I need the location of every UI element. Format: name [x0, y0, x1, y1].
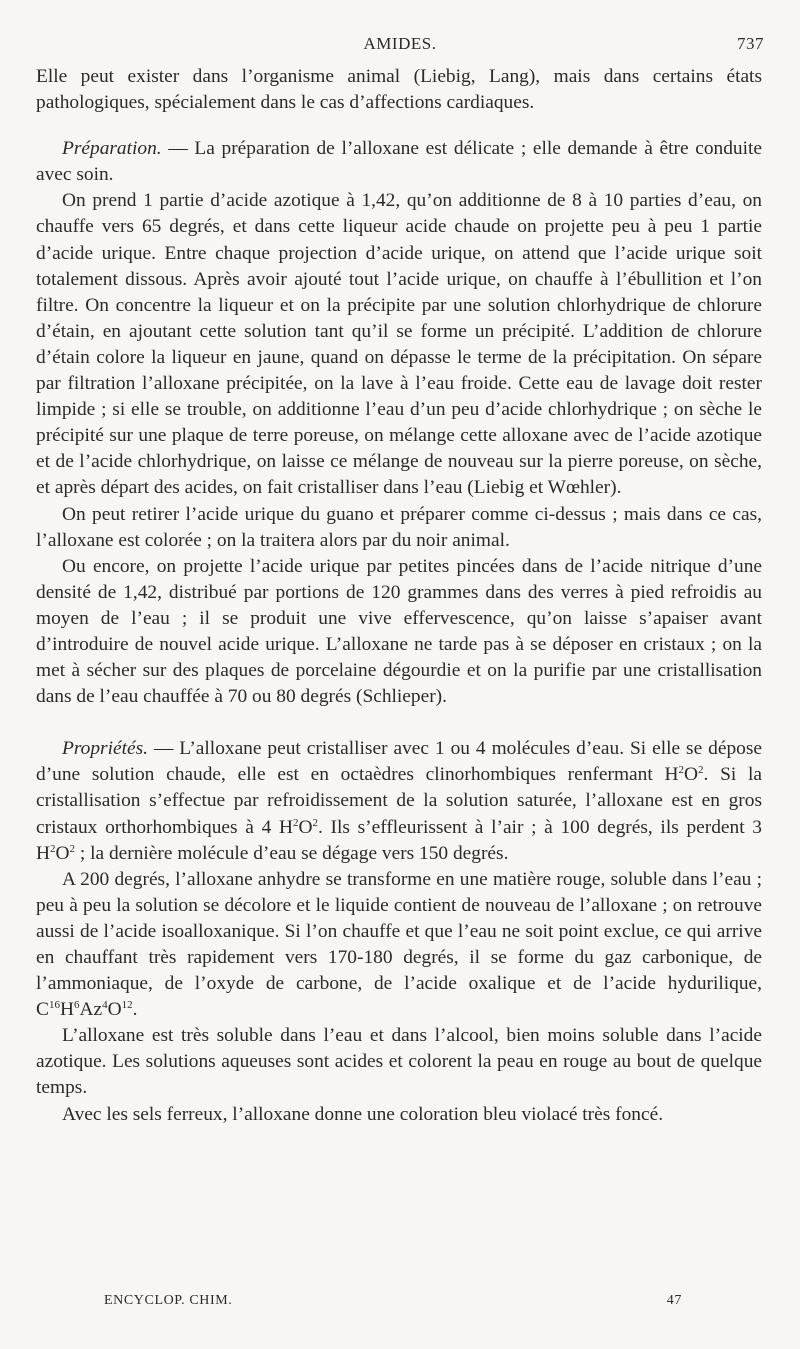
formula-superscript: 2	[698, 764, 704, 777]
running-header	[36, 34, 764, 56]
heating-text: .	[132, 999, 138, 1021]
paragraph-guano: On peut retirer l’acide urique du guano et préparer comme ci-dessus ; mais dans ce cas, l’alloxane est colorée ; on la traitera alors par du noir animal.	[36, 503, 762, 551]
paragraph-ferrous-salts: Avec les sels ferreux, l’alloxane donne une coloration bleu violacé très foncé.	[62, 1103, 664, 1125]
properties-text: . Si la cristallisation s’effectue par refroidissement de la solution saturée, l’alloxane est en gros cristaux orthorhombiques à 4 H	[36, 764, 762, 838]
signature-mark: ENCYCLOP. CHIM.	[104, 1293, 233, 1308]
formula-superscript: 16	[48, 999, 60, 1012]
heating-text: H	[59, 999, 74, 1021]
paragraph-nitric-method: Ou encore, on projette l’acide urique par petites pincées dans de l’acide nitrique d’une densité de 1,42, distribué par portions de 120 grammes dans des verres à pied refroidis au moyen de l’eau ; il se produit une vive effervescence, qu’on laisse s’apaiser avant d’introduire de nouvel acide urique. L’alloxane ne tarde pas à se déposer en cristaux ; on la met à sécher sur des plaques de porcelaine dégourdie et on la purifie par une cristallisation dans de l’eau chauffée à 70 ou 80 degrés (Schlieper).	[36, 555, 762, 708]
properties-text: — L’alloxane peut cristalliser avec 1 ou 4 molécules d’eau. Si elle se dépose d’une solution chaude, elle est en octaèdres clinorhombiques renfermant H	[36, 738, 762, 786]
formula-superscript: 2	[50, 842, 56, 855]
section-label-properties: Propriétés.	[62, 738, 148, 760]
formula-superscript: 4	[102, 999, 108, 1012]
properties-text: ; la dernière molécule d’eau se dégage vers 150 degrés.	[75, 842, 509, 864]
paragraph-preparation-method: On prend 1 partie d’acide azotique à 1,42, qu’on additionne de 8 à 10 parties d’eau, on chauffe vers 65 degrés, et dans cette liqueur acide chaude on projette peu à peu 1 partie d’acide urique. Entre chaque projection d’acide urique, on attend que l’acide urique soit totalement dissous. Après avoir ajouté tout l’acide urique, on chauffe à l’ébullition et l’on filtre. On concentre la liqueur et on la précipite par une solution chlorhydrique de chlorure d’étain, en ajoutant cette solution tant qu’il se forme un précipité. L’addition de chlorure d’étain colore la liqueur en jaune, quand on dépasse le terme de la précipitation. On sépare par filtration l’alloxane précipitée, on la lave à l’eau froide. Cette eau de lavage doit rester limpide ; si elle se trouble, on additionne l’eau d’un peu d’acide chlorhydrique ; on sèche le précipité sur une plaque de terre poreuse, on mélange cette alloxane avec de l’acide azotique et de l’acide chlorhydrique, on laisse ce mélange de nouveau sur la pierre poreuse, on sèche, et après départ des acides, on fait cristalliser dans l’eau (Liebig et Wœhler).	[36, 190, 762, 499]
properties-text: O	[55, 842, 70, 864]
paragraph-solubility: L’alloxane est très soluble dans l’eau et dans l’alcool, bien moins soluble dans l’acide azotique. Les solutions aqueuses sont acides et colorent la peau en rouge au bout de quelque temps.	[36, 1025, 762, 1099]
heating-text: O	[107, 999, 122, 1021]
heating-text: A 200 degrés, l’alloxane anhydre se transforme en une matière rouge, soluble dans l’eau ; peu à peu la solution se décolore et le liquide contient de nouveau de l’alloxane ; on retrouve aussi de l’acide isoalloxanique. Si l’on chauffe et que l’eau ne soit point exclue, ce qui arrive en chauffant très rapidement vers 170-180 degrés, il se forme du gaz carbonique, de l’ammoniaque, de l’oxyde de carbone, de l’acide oxalique et de l’acide hydurilique, C	[36, 868, 762, 1021]
running-title: AMIDES.	[363, 34, 437, 53]
paragraph-preparation-intro	[36, 136, 762, 188]
page-body	[36, 64, 762, 1128]
formula-superscript: 2	[292, 816, 299, 829]
properties-text: O	[298, 816, 313, 838]
formula-superscript: 12	[121, 999, 133, 1012]
paragraph-occurrence: Elle peut exister dans l’organisme animal (Liebig, Lang), mais dans certains états pathologiques, spécialement dans le cas d’affections cardiaques.	[36, 66, 762, 114]
heating-text: Az	[79, 999, 103, 1021]
page-number: 737	[737, 34, 764, 53]
section-label-preparation: Préparation.	[62, 138, 162, 160]
properties-text: O	[683, 764, 698, 786]
paragraph-heating	[36, 867, 762, 1024]
formula-superscript: 2	[69, 842, 76, 855]
paragraph-properties	[36, 736, 762, 866]
properties-text: . Ils s’effleurissent à l’air ; à 100 degrés, ils perdent 3 H	[36, 816, 762, 864]
formula-superscript: 2	[312, 816, 318, 829]
preparation-intro-text: — La préparation de l’alloxane est délicate ; elle demande à être conduite avec soin.	[36, 138, 762, 186]
sheet-number: 47	[666, 1293, 682, 1308]
formula-superscript: 2	[678, 764, 684, 777]
formula-superscript: 6	[73, 999, 80, 1012]
